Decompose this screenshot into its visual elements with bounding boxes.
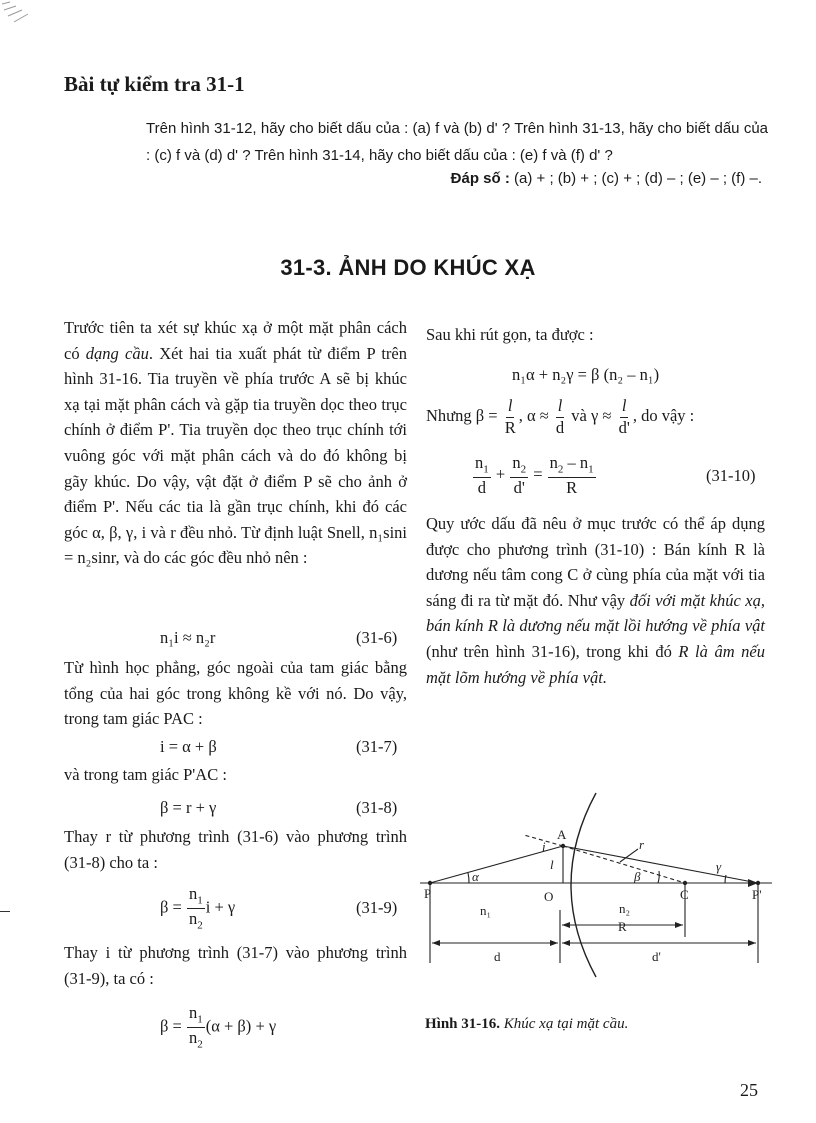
- eq10-frac-n2-dp: [510, 455, 528, 497]
- eq10-c-n1: n: [579, 453, 589, 472]
- section-title: 31-3. ẢNH DO KHÚC XẠ: [280, 255, 536, 280]
- point-C: [683, 881, 687, 885]
- eqf-den-sub: 2: [197, 1038, 203, 1051]
- right-paragraph-3: [426, 511, 765, 690]
- p2-text-a: Nhưng β =: [426, 405, 498, 425]
- frac-lR-num: l: [506, 398, 515, 418]
- left-p1-text-a: Trước tiên ta xét sự khúc xạ ở một mặt phân cách có: [64, 318, 407, 363]
- eq10-equals: =: [533, 464, 543, 484]
- refracted-ray: [563, 846, 758, 883]
- frac-ld-num: l: [556, 398, 565, 418]
- eq10-frac-rhs: [548, 455, 596, 497]
- angle-beta-arc: [658, 871, 659, 883]
- left-paragraph-4: Thay r từ phương trình (31-6) vào phương trình (31-8) cho ta :: [64, 827, 407, 872]
- arrowhead-d-right: [550, 940, 558, 946]
- p2-text-d: , do vậy :: [632, 405, 695, 425]
- equation-31-9: [160, 886, 235, 932]
- eq10-b-den: d': [513, 478, 525, 498]
- equation-31-10: [472, 455, 597, 497]
- arrowhead-d-left: [432, 940, 440, 946]
- answer-label: Đáp số :: [450, 170, 510, 187]
- equation-number-31-9: (31-9): [356, 898, 398, 917]
- equation-31-6: n₁i ≈ n₂r: [160, 628, 216, 647]
- exercise-question: Trên hình 31-12, hãy cho biết dấu của : (a) f và (b) d' ? Trên hình 31-13, hãy cho biết dấu của : (c) f và (d) d' ? Trên hình 31-14, hãy cho biết dấu của : (e) f và (f) d' ?: [146, 120, 768, 164]
- p2-text-b: , α ≈: [518, 405, 549, 425]
- label-P: P: [424, 886, 432, 901]
- label-i: i: [542, 839, 546, 854]
- left-paragraph-1: [64, 315, 407, 571]
- right-paragraph-1: Sau khi rút gọn, ta được :: [426, 325, 594, 344]
- eq9-num-sub: 1: [197, 894, 203, 907]
- equation-number-31-10: (31-10): [706, 466, 756, 485]
- eq10-a-sub: 1: [483, 463, 489, 476]
- eq10-c-sub1: 1: [588, 463, 594, 476]
- normal-line: [563, 846, 685, 883]
- label-A: A: [557, 827, 567, 842]
- equation-31-7: i = α + β: [160, 737, 217, 756]
- eq9-plus: +: [214, 897, 224, 917]
- angle-gamma-arc: [725, 875, 726, 883]
- exercise-title: Bài tự kiểm tra 31-1: [64, 72, 245, 96]
- right-paragraph-2: [426, 398, 694, 436]
- spherical-surface: [571, 793, 596, 977]
- p2-text-c: và γ ≈: [571, 405, 612, 425]
- eq10-a-n: n: [475, 453, 484, 472]
- eq9-beta: β: [160, 897, 169, 917]
- right-p3-emphasis-1: đối với mặt khúc xạ, bán kính R là dương nếu mặt lồi hướng về phía vật: [426, 590, 765, 636]
- label-alpha: α: [472, 869, 479, 884]
- frac-ld-den: d: [555, 417, 565, 437]
- margin-tick: [0, 911, 10, 912]
- label-R: R: [618, 919, 627, 934]
- frac-ldp-num: l: [620, 398, 629, 418]
- point-P: [428, 881, 432, 885]
- eq9-num-n: n: [188, 884, 198, 903]
- eqf-equals: =: [172, 1016, 182, 1036]
- label-r: r: [639, 837, 645, 852]
- left-paragraph-3: và trong tam giác P'AC :: [64, 765, 227, 784]
- eqf-gamma: γ: [268, 1016, 277, 1036]
- equation-simplified: n₁α + n₂γ = β (n₂ – n₁): [512, 365, 660, 384]
- eq9-i: i: [205, 897, 211, 917]
- label-Pp: P': [752, 887, 762, 902]
- left-p1-emphasis: dạng cầu: [85, 343, 149, 363]
- equation-number-31-6: (31-6): [356, 628, 398, 647]
- frac-l-over-dp: [617, 398, 632, 436]
- label-O: O: [544, 889, 554, 904]
- eqf-fraction: [187, 1005, 205, 1051]
- page-number: 25: [740, 1080, 758, 1100]
- figure-caption-label: Hình 31-16.: [425, 1016, 501, 1032]
- label-l: l: [550, 857, 554, 872]
- figure-caption-text: Khúc xạ tại mặt cầu.: [503, 1016, 629, 1032]
- frac-l-over-R: [503, 398, 518, 436]
- answer-values: (a) + ; (b) + ; (c) + ; (d) – ; (e) – ; (f) –.: [514, 170, 762, 187]
- figure-caption: [425, 1016, 628, 1033]
- arrowhead-R-left: [562, 922, 570, 928]
- eq9-gamma: γ: [227, 897, 236, 917]
- eqf-plus: +: [255, 1016, 265, 1036]
- equation-31-8: β = r + γ: [160, 798, 217, 817]
- label-n1: n₁: [480, 903, 492, 918]
- eqf-num-n: n: [188, 1003, 198, 1022]
- eqf-alpha-beta: (α + β): [205, 1016, 252, 1036]
- exercise-answer-line: [451, 170, 762, 187]
- figure-31-16: [420, 785, 780, 985]
- eq10-c-minus: –: [567, 453, 576, 472]
- right-p3-emphasis-2: R là âm nếu mặt lõm hướng về phía vật.: [426, 641, 766, 687]
- label-beta: β: [634, 869, 641, 884]
- right-p3-text-a: Quy ước dấu đã nêu ở mục trước có thể áp dụng được cho phương trình (31-10) : Bán kính R là dương nếu tâm cong C ở cùng phía của mặt với tia sáng đi ra từ mặt đó. Như vậy: [426, 514, 765, 610]
- label-gamma: γ: [716, 859, 722, 874]
- eq10-c-n2: n: [549, 453, 558, 472]
- left-p1-text-b: . Xét hai tia xuất phát từ điểm P trên hình 31-16. Tia truyền về phía trước A sẽ bị khúc xạ tại mặt phân cách và gặp tia truyền dọc theo trục chính ở điểm P'. Tia truyền dọc theo trục chính tới vuông góc với mặt phân cách và do đó không bị gãy khúc. Do vậy, vật đặt ở điểm P sẽ cho ảnh ở điểm P'. Nếu các tia là gần trục chính, khi đó các góc α, β, γ, i và r đều nhỏ. Từ định luật Snell, n₁sini = n₂sinr, và do các góc đều nhỏ nên :: [64, 343, 407, 568]
- eq9-equals: =: [172, 897, 182, 917]
- eq9-den-sub: 2: [197, 919, 203, 932]
- equation-number-31-8: (31-8): [356, 798, 398, 817]
- eqf-den-n: n: [188, 1028, 198, 1048]
- frac-lR-den: R: [504, 417, 516, 437]
- arrowhead-dp-left: [562, 940, 570, 946]
- arrowhead-dp-right: [748, 940, 756, 946]
- right-p3-text-b: (như trên hình 31-16), trong khi đó: [426, 641, 679, 661]
- corner-stamp-mark: [0, 0, 40, 30]
- eq9-fraction: [187, 886, 205, 932]
- eqf-num-sub: 1: [197, 1013, 203, 1026]
- label-dp: d': [652, 949, 661, 964]
- eq10-c-sub2: 2: [557, 463, 564, 476]
- arrowhead-R-right: [675, 922, 683, 928]
- eq10-plus: +: [495, 464, 506, 484]
- eq10-b-sub: 2: [520, 463, 527, 476]
- point-A: [561, 844, 565, 848]
- frac-ldp-den: d': [618, 417, 630, 437]
- eq10-a-den: d: [477, 478, 486, 498]
- angle-alpha-arc: [468, 873, 469, 883]
- eq10-frac-n1-d: [473, 455, 491, 497]
- equation-final: [160, 1005, 276, 1051]
- eq9-den-n: n: [188, 909, 198, 929]
- eqf-beta: β: [160, 1016, 169, 1036]
- eq10-b-n: n: [512, 453, 521, 472]
- equation-number-31-7: (31-7): [356, 737, 398, 756]
- left-paragraph-2: Từ hình học phẳng, góc ngoài của tam giác bằng tổng của hai góc trong không kề với nó. Do vậy, trong tam giác PAC :: [64, 658, 407, 729]
- arrowhead-image: [748, 879, 758, 887]
- label-n2: n₂: [619, 901, 631, 916]
- label-d: d: [494, 949, 501, 964]
- left-paragraph-5: Thay i từ phương trình (31-7) vào phương trình (31-9), ta có :: [64, 943, 407, 988]
- eq10-c-den: R: [566, 478, 578, 498]
- label-C: C: [680, 887, 689, 902]
- frac-l-over-d: [554, 398, 566, 436]
